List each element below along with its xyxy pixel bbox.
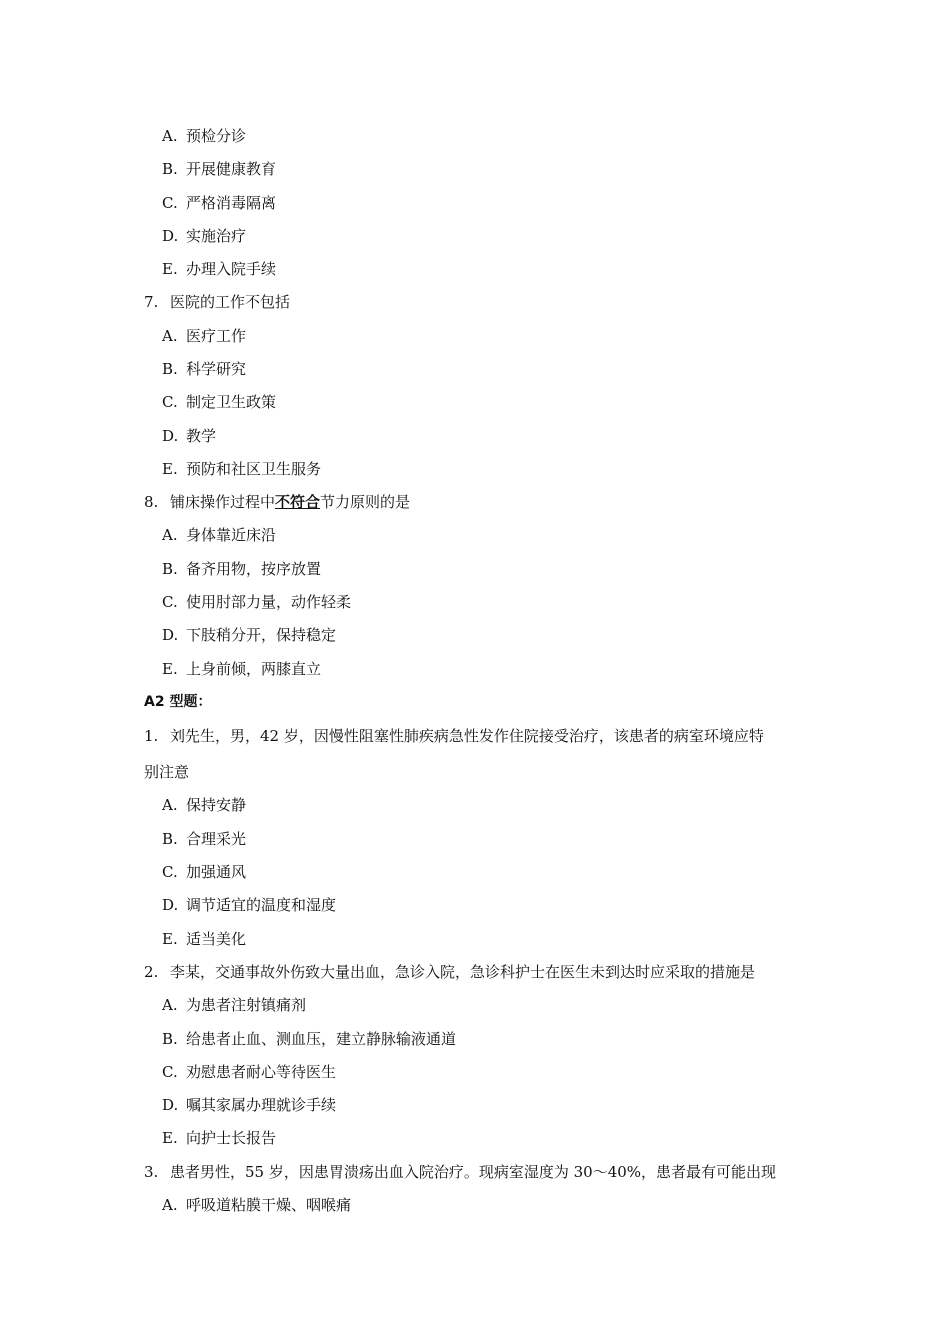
option-line <box>162 829 246 849</box>
question-number: 1. <box>144 727 159 745</box>
option-label: B. <box>162 160 178 178</box>
option-line <box>162 1128 276 1148</box>
option-line <box>162 625 336 645</box>
option-label: D. <box>162 1096 179 1114</box>
option-text: 制定卫生政策 <box>186 393 277 411</box>
question-text: 医院的工作不包括 <box>170 293 291 311</box>
option-label: A. <box>162 796 178 814</box>
option-line <box>162 426 216 446</box>
option-line <box>162 259 276 279</box>
option-line <box>162 392 276 412</box>
option-line <box>162 459 321 479</box>
question-7 <box>144 292 290 312</box>
option-label: D. <box>162 626 179 644</box>
option-line <box>162 1095 336 1115</box>
option-line <box>162 559 321 579</box>
option-line <box>162 592 351 612</box>
option-text: 科学研究 <box>186 360 247 378</box>
option-label: C. <box>162 863 178 881</box>
option-line <box>162 1029 456 1049</box>
option-label: C. <box>162 393 178 411</box>
option-line <box>162 126 246 146</box>
option-text: 开展健康教育 <box>186 160 277 178</box>
a2-question-3 <box>144 1162 776 1182</box>
option-text: 劝慰患者耐心等待医生 <box>186 1063 337 1081</box>
option-label: C. <box>162 593 178 611</box>
question-text: 铺床操作过程中 <box>170 493 276 511</box>
option-text: 为患者注射镇痛剂 <box>186 996 307 1014</box>
option-label: C. <box>162 1063 178 1081</box>
option-text: 教学 <box>186 427 217 445</box>
option-line <box>162 659 321 679</box>
section-heading-a2: A2 型题： <box>144 694 212 710</box>
question-text-continued: 别注意 <box>144 763 190 781</box>
option-line <box>162 326 246 346</box>
option-text: 预检分诊 <box>186 127 247 145</box>
option-text: 给患者止血、测血压，建立静脉输液通道 <box>186 1030 457 1048</box>
option-text: 加强通风 <box>186 863 247 881</box>
option-line <box>162 1195 351 1215</box>
option-text: 嘱其家属办理就诊手续 <box>186 1096 337 1114</box>
option-label: B. <box>162 1030 178 1048</box>
option-text: 呼吸道粘膜干燥、咽喉痛 <box>186 1196 352 1214</box>
option-label: D. <box>162 896 179 914</box>
option-text: 上身前倾，两膝直立 <box>186 660 322 678</box>
option-label: D. <box>162 427 179 445</box>
option-line <box>162 359 246 379</box>
option-text: 保持安静 <box>186 796 247 814</box>
option-text: 实施治疗 <box>186 227 247 245</box>
option-text: 向护士长报告 <box>186 1129 277 1147</box>
option-text: 身体靠近床沿 <box>186 526 277 544</box>
option-text: 合理采光 <box>186 830 247 848</box>
option-line <box>162 929 246 949</box>
emphasis-text: 不符合 <box>275 493 321 511</box>
question-text-tail: 节力原则的是 <box>320 493 411 511</box>
question-text: 患者男性，55 岁，因患胃溃疡出血入院治疗。现病室湿度为 30～40%，患者最有可能出现 <box>170 1163 777 1181</box>
option-label: A. <box>162 526 178 544</box>
option-line <box>162 159 276 179</box>
option-label: A. <box>162 1196 178 1214</box>
option-label: B. <box>162 830 178 848</box>
option-label: E. <box>162 260 178 278</box>
option-label: E. <box>162 460 178 478</box>
option-label: D. <box>162 227 179 245</box>
question-number: 8. <box>144 493 159 511</box>
option-text: 下肢稍分开，保持稳定 <box>186 626 337 644</box>
option-label: A. <box>162 996 178 1014</box>
option-line <box>162 995 306 1015</box>
option-text: 严格消毒隔离 <box>186 194 277 212</box>
option-line <box>162 795 246 815</box>
question-number: 7. <box>144 293 159 311</box>
option-text: 医疗工作 <box>186 327 247 345</box>
option-text: 办理入院手续 <box>186 260 277 278</box>
a2-question-1 <box>144 726 764 746</box>
option-line <box>162 525 276 545</box>
option-text: 预防和社区卫生服务 <box>186 460 322 478</box>
option-text: 适当美化 <box>186 930 247 948</box>
option-line <box>162 862 246 882</box>
option-text: 使用肘部力量，动作轻柔 <box>186 593 352 611</box>
question-8 <box>144 492 410 512</box>
option-label: E. <box>162 1129 178 1147</box>
question-number: 2. <box>144 963 159 981</box>
option-label: E. <box>162 660 178 678</box>
option-text: 备齐用物，按序放置 <box>186 560 322 578</box>
option-label: A. <box>162 327 178 345</box>
option-label: B. <box>162 360 178 378</box>
a2-question-2 <box>144 962 755 982</box>
option-text: 调节适宜的温度和湿度 <box>186 896 337 914</box>
option-label: A. <box>162 127 178 145</box>
option-label: B. <box>162 560 178 578</box>
option-label: C. <box>162 194 178 212</box>
question-text: 李某，交通事故外伤致大量出血，急诊入院，急诊科护士在医生未到达时应采取的措施是 <box>170 963 756 981</box>
question-number: 3. <box>144 1163 159 1181</box>
option-label: E. <box>162 930 178 948</box>
option-line <box>162 193 276 213</box>
option-line <box>162 895 336 915</box>
question-text: 刘先生，男，42 岁，因慢性阻塞性肺疾病急性发作住院接受治疗，该患者的病室环境应特 <box>170 727 764 745</box>
option-line <box>162 226 246 246</box>
option-line <box>162 1062 336 1082</box>
